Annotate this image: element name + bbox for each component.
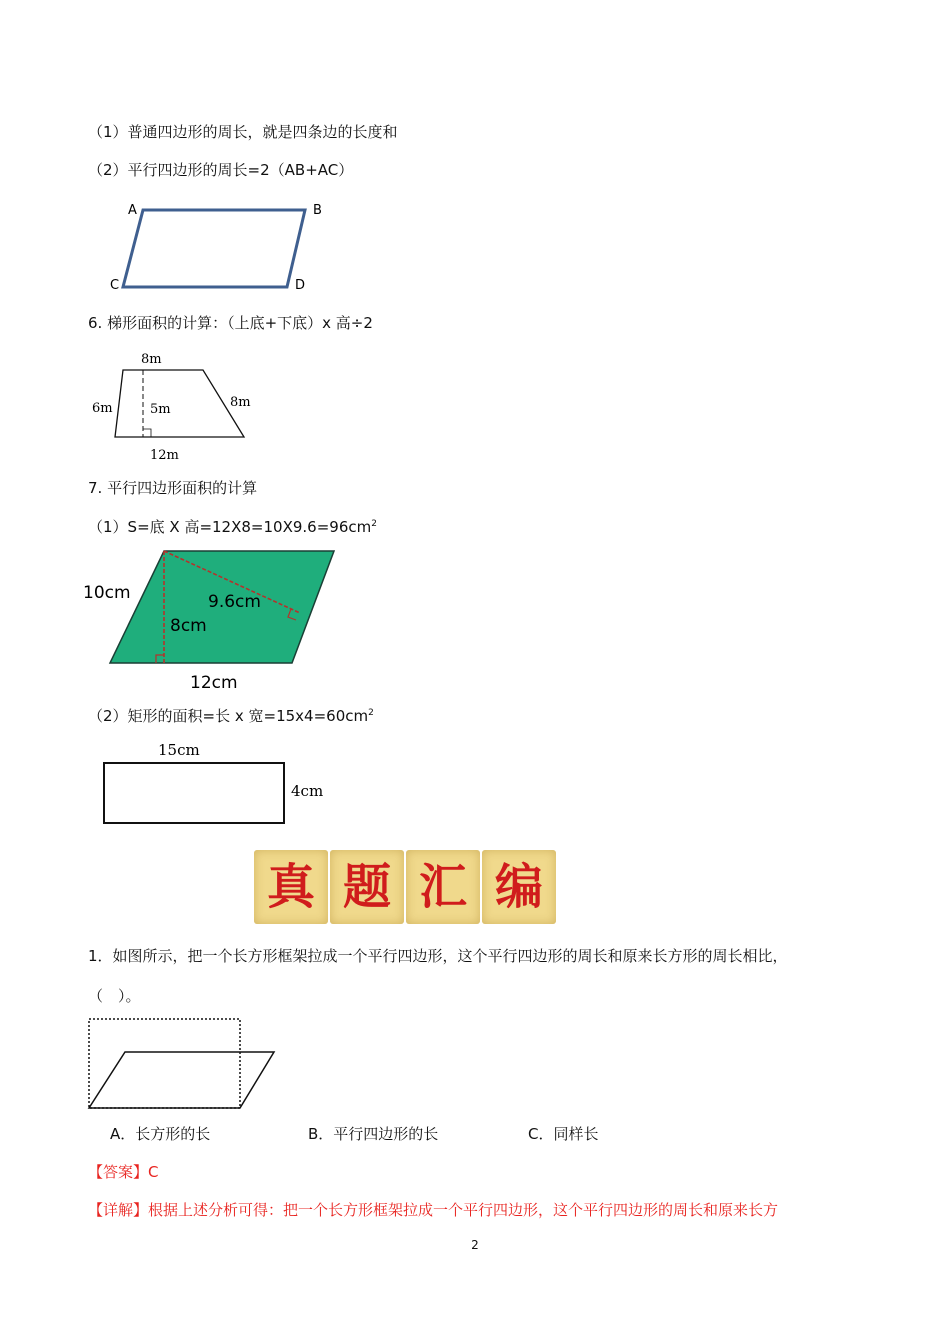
banner-char-3: 汇 bbox=[418, 859, 467, 915]
banner-char-1: 真 bbox=[266, 859, 315, 915]
original-rectangle-dotted bbox=[89, 1019, 240, 1108]
side-10cm-label: 10cm bbox=[83, 583, 131, 603]
question-text-line-1: 1．如图所示，把一个长方形框架拉成一个平行四边形，这个平行四边形的周长和原来长方形的周长相比， bbox=[88, 947, 788, 965]
trapezoid-top-label: 8m bbox=[141, 352, 162, 367]
rectangle-width-label: 15cm bbox=[158, 741, 200, 759]
formula-1-exponent: 2 bbox=[371, 519, 377, 529]
rectangle-shape bbox=[104, 763, 284, 823]
parallelogram-abcd-figure bbox=[105, 198, 335, 296]
banner-tile-2 bbox=[330, 850, 404, 924]
parallelogram-shape bbox=[123, 210, 305, 287]
banner-char-2: 题 bbox=[342, 859, 391, 915]
formula-2-exponent: 2 bbox=[368, 708, 374, 718]
answer-line: 【答案】C bbox=[88, 1163, 159, 1181]
line-area-formula-1 bbox=[88, 517, 377, 537]
height-9-6cm-label: 9.6cm bbox=[208, 592, 261, 612]
question-text-line-2: （ ）。 bbox=[88, 987, 141, 1005]
line-perimeter-parallelogram: （2）平行四边形的周长=2（AB+AC） bbox=[88, 161, 354, 179]
vertex-b-label: B bbox=[313, 203, 322, 218]
page-number: 2 bbox=[471, 1238, 479, 1252]
option-b[interactable]: B．平行四边形的长 bbox=[308, 1125, 439, 1143]
vertex-c-label: C bbox=[110, 278, 120, 293]
trapezoid-bottom-label: 12m bbox=[150, 448, 179, 463]
rectangle-height-label: 4cm bbox=[291, 782, 324, 800]
option-c[interactable]: C．同样长 bbox=[528, 1125, 599, 1143]
trapezoid-right-label: 8m bbox=[230, 395, 251, 410]
banner-tile-4 bbox=[482, 850, 556, 924]
explanation-line: 【详解】根据上述分析可得：把一个长方形框架拉成一个平行四边形，这个平行四边形的周长和原来长方 bbox=[88, 1201, 779, 1219]
base-12cm-label: 12cm bbox=[190, 673, 238, 693]
formula-1-text: （1）S=底 X 高=12X8=10X9.6=96cm bbox=[88, 518, 372, 536]
trapezoid-shape bbox=[115, 370, 244, 437]
rectangle-figure bbox=[96, 738, 336, 830]
line-area-formula-2 bbox=[88, 706, 374, 726]
line-perimeter-quadrilateral: （1）普通四边形的周长，就是四条边的长度和 bbox=[88, 123, 398, 141]
stretched-parallelogram bbox=[89, 1052, 274, 1108]
trapezoid-height-label: 5m bbox=[150, 402, 171, 417]
trapezoid-left-label: 6m bbox=[92, 401, 113, 416]
vertex-a-label: A bbox=[128, 203, 137, 218]
green-parallelogram-figure bbox=[80, 545, 350, 695]
banner-tile-3 bbox=[406, 850, 480, 924]
option-a[interactable]: A．长方形的长 bbox=[110, 1125, 211, 1143]
banner-char-4: 编 bbox=[494, 859, 543, 915]
rectangle-to-parallelogram-figure bbox=[82, 1013, 282, 1115]
right-angle-mark bbox=[143, 429, 151, 437]
line-parallelogram-area: 7. 平行四边形面积的计算 bbox=[88, 479, 258, 497]
height-8cm-label: 8cm bbox=[170, 616, 207, 636]
vertex-d-label: D bbox=[295, 278, 306, 293]
trapezoid-figure bbox=[88, 345, 268, 465]
banner-tile-1 bbox=[254, 850, 328, 924]
formula-2-text: （2）矩形的面积=长 x 宽=15x4=60cm bbox=[88, 707, 369, 725]
line-trapezoid-area: 6. 梯形面积的计算：（上底+下底）x 高÷2 bbox=[88, 314, 373, 332]
